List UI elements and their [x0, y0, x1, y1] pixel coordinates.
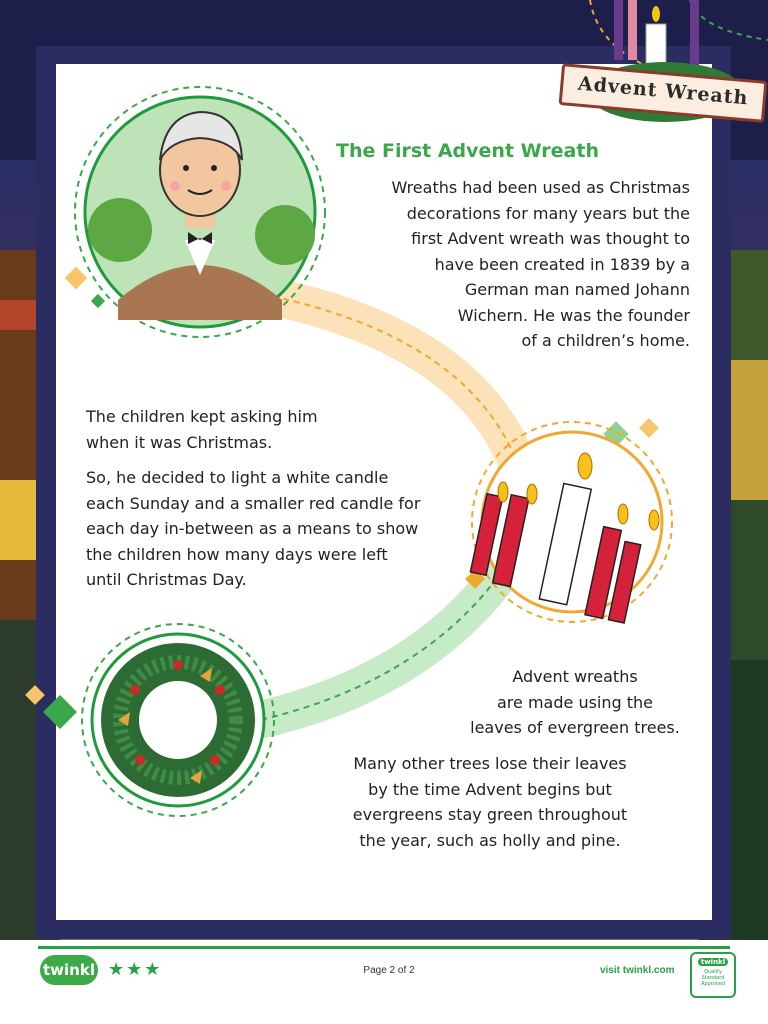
paragraph-candles: [86, 465, 420, 593]
paragraph-children: [86, 404, 318, 455]
text-line: the children how many days were left: [86, 544, 388, 564]
text-line: by the time Advent begins but: [368, 779, 612, 799]
text-line: each Sunday and a smaller red candle for: [86, 493, 421, 513]
visit-link[interactable]: visit twinkl.com: [600, 965, 675, 976]
diamond-green-3: [43, 695, 77, 729]
text-line: of a children’s home.: [521, 331, 690, 350]
text-line: Many other trees lose their leaves: [353, 754, 627, 773]
text-line: German man named Johann: [464, 280, 690, 299]
text-line: each day in-between as a means to show: [86, 519, 419, 538]
badge-text: Quality Standard Approved: [701, 969, 725, 987]
text-line: the year, such as holly and pine.: [359, 830, 621, 850]
arc-dashed-green: [690, 0, 768, 40]
badge-brand: twinkl: [698, 958, 728, 966]
text-line: decorations for many years but the: [406, 203, 690, 223]
text-line: are made using the: [497, 692, 653, 712]
text-line: leaves of evergreen trees.: [470, 718, 680, 737]
text-line: Wreaths had been used as Christmas: [391, 178, 690, 197]
text-line: Advent wreaths: [512, 667, 638, 686]
page-title: The First Advent Wreath: [336, 140, 599, 162]
text-line: until Christmas Day.: [86, 570, 247, 589]
evergreen-wreath: [82, 624, 274, 816]
diamond-orange-1: [65, 267, 88, 290]
footer-divider: [38, 946, 730, 949]
paragraph-trees: [280, 751, 700, 853]
text-line: first Advent wreath was thought to: [411, 229, 690, 248]
text-line: when it was Christmas.: [86, 432, 273, 452]
text-line: So, he decided to light a white candle: [86, 468, 389, 487]
twinkl-logo[interactable]: twinkl: [40, 955, 98, 985]
text-line: Wichern. He was the founder: [457, 305, 690, 325]
diamond-orange-2: [639, 418, 659, 438]
page-number: Page 2 of 2: [363, 965, 415, 976]
rating-stars-icon: ★★★: [108, 959, 163, 980]
quality-badge-icon: [690, 952, 736, 998]
title-banner: Advent Wreath: [559, 63, 768, 123]
paragraph-evergreen: [450, 664, 700, 741]
text-line: have been created in 1839 by a: [434, 254, 690, 274]
text-line: evergreens stay green throughout: [352, 805, 628, 824]
paragraph-history: [391, 175, 690, 354]
diamond-orange-4: [25, 685, 45, 705]
diamond-green-1: [91, 294, 105, 308]
text-line: The children kept asking him: [86, 407, 318, 426]
